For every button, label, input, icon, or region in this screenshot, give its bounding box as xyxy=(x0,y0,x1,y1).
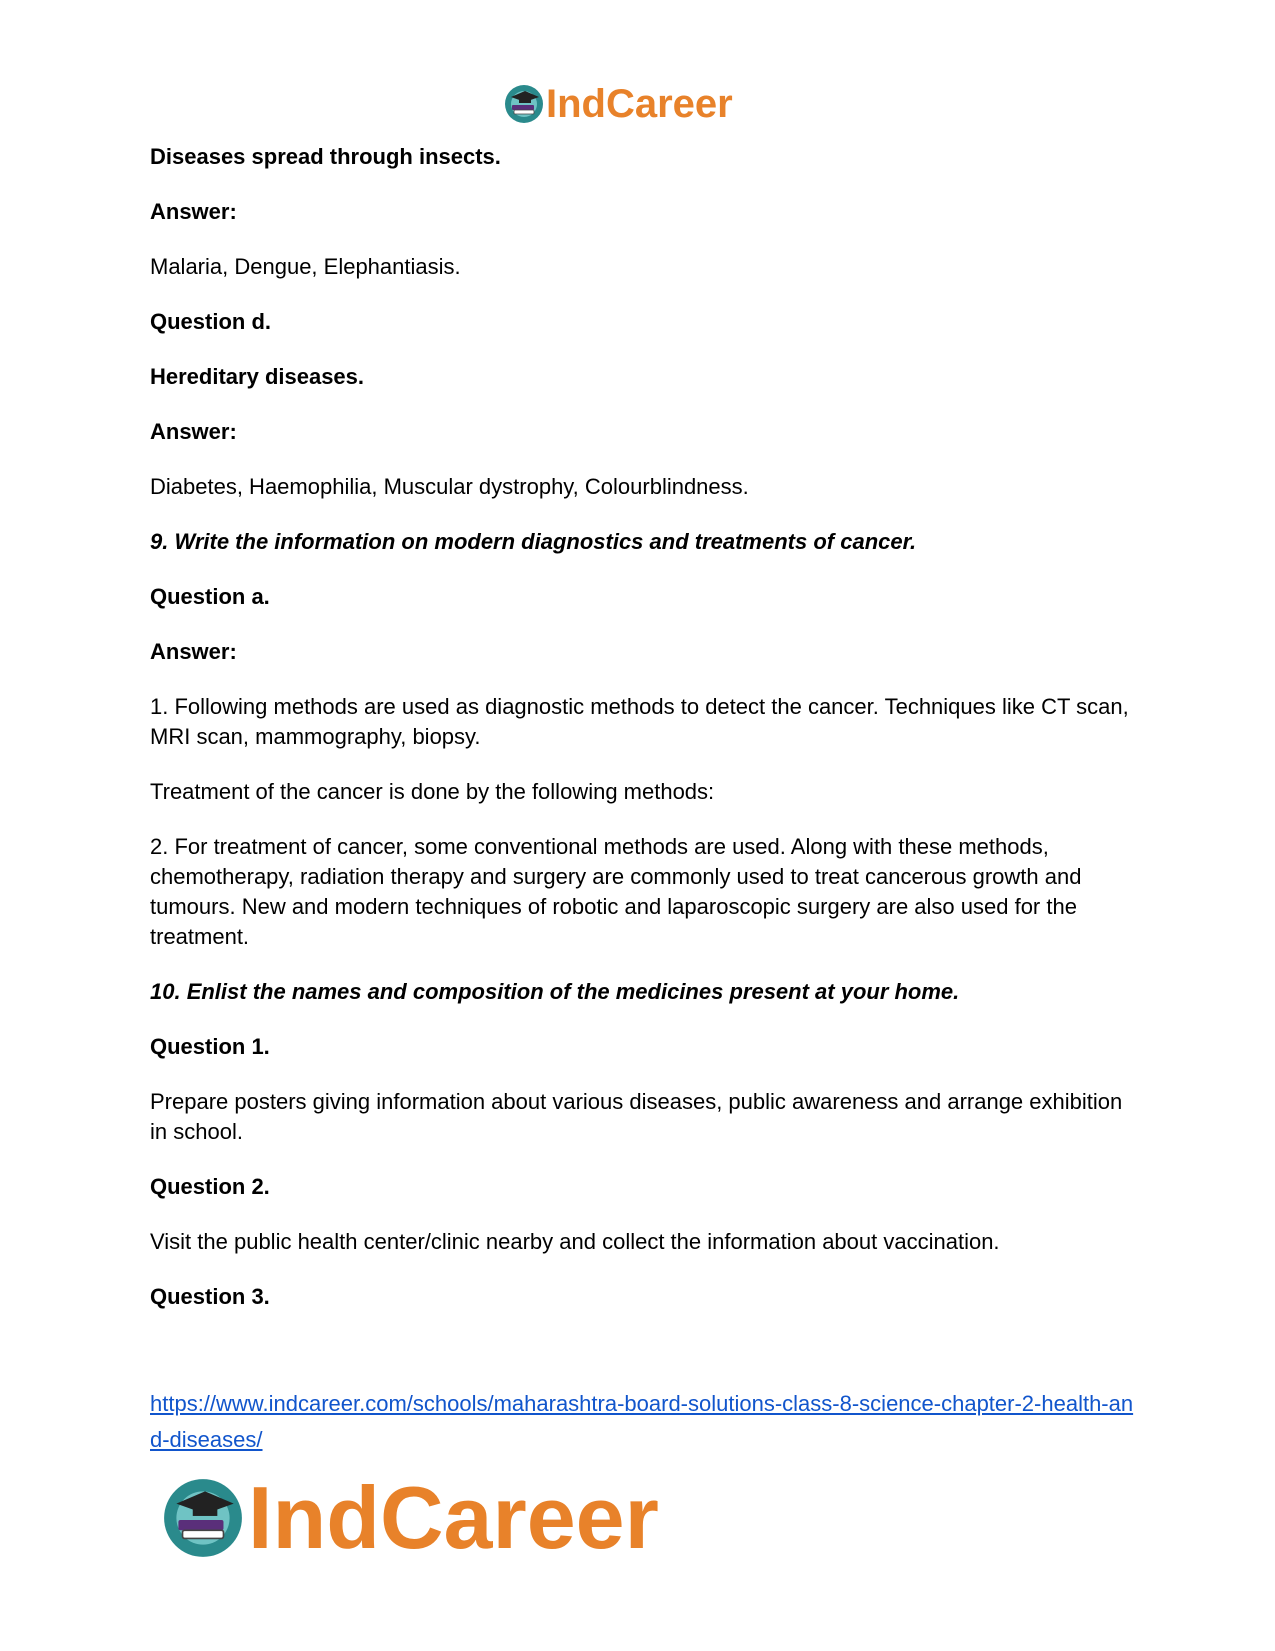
bold-label: Answer: xyxy=(150,199,237,224)
bold-label: Hereditary diseases. xyxy=(150,364,365,389)
question-heading: 9. Write the information on modern diagnostics and treatments of cancer. xyxy=(150,529,917,554)
bold-label: Answer: xyxy=(150,419,237,444)
footer-logo-text: IndCareer xyxy=(248,1468,659,1567)
answer-text: Visit the public health center/clinic nearby and collect the information about vaccination. xyxy=(150,1229,1000,1254)
bold-label: Question 1. xyxy=(150,1034,270,1059)
bold-label: Question 2. xyxy=(150,1174,270,1199)
source-url-link[interactable]: https://www.indcareer.com/schools/maharashtra-board-solutions-class-8-science-chapter-2-health-and-diseases/ xyxy=(150,1391,1134,1452)
graduation-cap-globe-icon xyxy=(503,83,545,125)
footer-link-block xyxy=(150,1386,1140,1458)
answer-text: Malaria, Dengue, Elephantiasis. xyxy=(150,254,461,279)
header-logo-text: IndCareer xyxy=(546,82,733,126)
header-logo xyxy=(503,80,733,128)
document-body xyxy=(150,142,1130,1337)
answer-text: 2. For treatment of cancer, some conventional methods are used. Along with these methods, chemotherapy, radiation therapy and surgery are commonly used to treat cancerous growth and tumours. New and modern techniques of robotic and laparoscopic surgery are also used for the treatment. xyxy=(150,834,1082,949)
bold-label: Answer: xyxy=(150,639,237,664)
answer-text: Treatment of the cancer is done by the following methods: xyxy=(150,779,715,804)
graduation-cap-globe-icon xyxy=(160,1475,246,1561)
footer-logo xyxy=(160,1468,659,1568)
bold-label: Question 3. xyxy=(150,1284,270,1309)
answer-text: 1. Following methods are used as diagnostic methods to detect the cancer. Techniques like CT scan, MRI scan, mammography, biopsy. xyxy=(150,694,1129,749)
bold-label: Question a. xyxy=(150,584,270,609)
question-heading: 10. Enlist the names and composition of the medicines present at your home. xyxy=(150,979,960,1004)
answer-text: Prepare posters giving information about various diseases, public awareness and arrange exhibition in school. xyxy=(150,1089,1123,1144)
bold-label: Diseases spread through insects. xyxy=(150,144,501,169)
bold-label: Question d. xyxy=(150,309,271,334)
answer-text: Diabetes, Haemophilia, Muscular dystrophy, Colourblindness. xyxy=(150,474,749,499)
